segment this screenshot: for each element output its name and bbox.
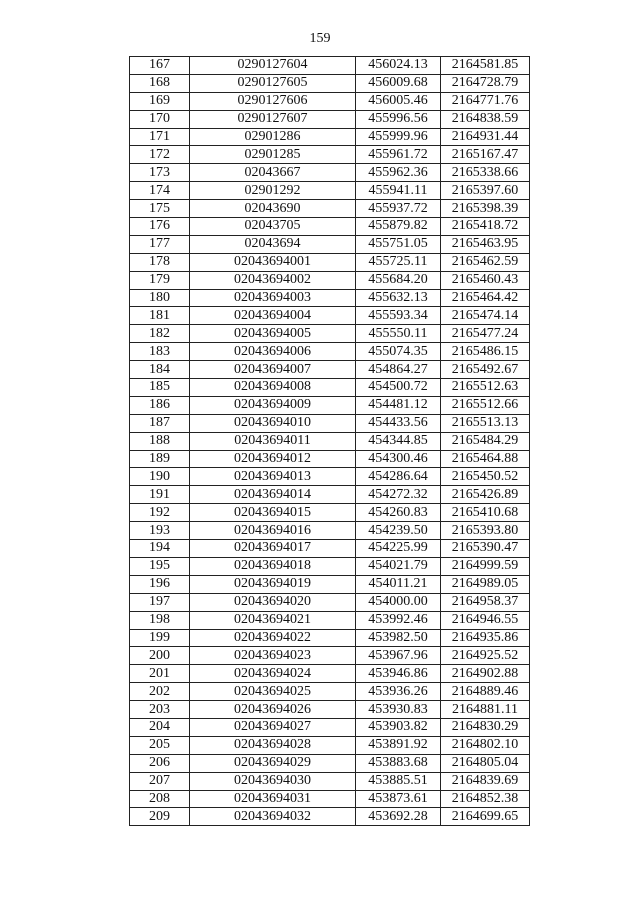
point-number-cell: 167 bbox=[130, 57, 190, 75]
x-coordinate-cell: 453885.51 bbox=[356, 772, 441, 790]
table-body bbox=[130, 57, 530, 826]
y-coordinate-cell: 2165398.39 bbox=[441, 200, 530, 218]
table-row bbox=[130, 218, 530, 236]
y-coordinate-cell: 2164830.29 bbox=[441, 718, 530, 736]
point-number-cell: 177 bbox=[130, 235, 190, 253]
y-coordinate-cell: 2165492.67 bbox=[441, 361, 530, 379]
point-code-cell: 02043694 bbox=[190, 235, 356, 253]
table-row bbox=[130, 128, 530, 146]
table-row bbox=[130, 629, 530, 647]
table-row bbox=[130, 522, 530, 540]
table-row bbox=[130, 468, 530, 486]
x-coordinate-cell: 454021.79 bbox=[356, 557, 441, 575]
x-coordinate-cell: 454011.21 bbox=[356, 575, 441, 593]
point-code-cell: 02043694009 bbox=[190, 396, 356, 414]
point-number-cell: 189 bbox=[130, 450, 190, 468]
x-coordinate-cell: 453883.68 bbox=[356, 754, 441, 772]
table-row bbox=[130, 540, 530, 558]
point-number-cell: 192 bbox=[130, 504, 190, 522]
table-row bbox=[130, 271, 530, 289]
table-row bbox=[130, 92, 530, 110]
point-number-cell: 176 bbox=[130, 218, 190, 236]
point-code-cell: 02043694018 bbox=[190, 557, 356, 575]
x-coordinate-cell: 455962.36 bbox=[356, 164, 441, 182]
point-code-cell: 02043694002 bbox=[190, 271, 356, 289]
table-row bbox=[130, 343, 530, 361]
point-code-cell: 02043694021 bbox=[190, 611, 356, 629]
point-code-cell: 02901286 bbox=[190, 128, 356, 146]
point-number-cell: 187 bbox=[130, 414, 190, 432]
point-number-cell: 207 bbox=[130, 772, 190, 790]
point-code-cell: 02043694025 bbox=[190, 683, 356, 701]
page-number: 159 bbox=[309, 31, 331, 46]
y-coordinate-cell: 2165462.59 bbox=[441, 253, 530, 271]
x-coordinate-cell: 456024.13 bbox=[356, 57, 441, 75]
point-number-cell: 194 bbox=[130, 540, 190, 558]
point-number-cell: 209 bbox=[130, 808, 190, 826]
point-number-cell: 182 bbox=[130, 325, 190, 343]
x-coordinate-cell: 454500.72 bbox=[356, 379, 441, 397]
point-number-cell: 195 bbox=[130, 557, 190, 575]
y-coordinate-cell: 2164902.88 bbox=[441, 665, 530, 683]
x-coordinate-cell: 454000.00 bbox=[356, 593, 441, 611]
point-code-cell: 02043694031 bbox=[190, 790, 356, 808]
x-coordinate-cell: 454300.46 bbox=[356, 450, 441, 468]
table-row bbox=[130, 557, 530, 575]
x-coordinate-cell: 453873.61 bbox=[356, 790, 441, 808]
x-coordinate-cell: 455879.82 bbox=[356, 218, 441, 236]
table-row bbox=[130, 575, 530, 593]
point-code-cell: 0290127604 bbox=[190, 57, 356, 75]
point-code-cell: 02043694026 bbox=[190, 701, 356, 719]
point-number-cell: 206 bbox=[130, 754, 190, 772]
y-coordinate-cell: 2164889.46 bbox=[441, 683, 530, 701]
table-row bbox=[130, 289, 530, 307]
y-coordinate-cell: 2165484.29 bbox=[441, 432, 530, 450]
y-coordinate-cell: 2165474.14 bbox=[441, 307, 530, 325]
point-number-cell: 193 bbox=[130, 522, 190, 540]
y-coordinate-cell: 2165463.95 bbox=[441, 235, 530, 253]
point-number-cell: 191 bbox=[130, 486, 190, 504]
point-code-cell: 02043694030 bbox=[190, 772, 356, 790]
y-coordinate-cell: 2165460.43 bbox=[441, 271, 530, 289]
y-coordinate-cell: 2165390.47 bbox=[441, 540, 530, 558]
point-number-cell: 169 bbox=[130, 92, 190, 110]
y-coordinate-cell: 2164931.44 bbox=[441, 128, 530, 146]
point-code-cell: 02043694032 bbox=[190, 808, 356, 826]
point-code-cell: 02043694004 bbox=[190, 307, 356, 325]
x-coordinate-cell: 456005.46 bbox=[356, 92, 441, 110]
x-coordinate-cell: 453903.82 bbox=[356, 718, 441, 736]
table-row bbox=[130, 182, 530, 200]
point-number-cell: 174 bbox=[130, 182, 190, 200]
table-row bbox=[130, 736, 530, 754]
point-code-cell: 02043667 bbox=[190, 164, 356, 182]
point-code-cell: 02043694010 bbox=[190, 414, 356, 432]
y-coordinate-cell: 2164958.37 bbox=[441, 593, 530, 611]
point-number-cell: 190 bbox=[130, 468, 190, 486]
x-coordinate-cell: 453967.96 bbox=[356, 647, 441, 665]
point-number-cell: 178 bbox=[130, 253, 190, 271]
table-row bbox=[130, 57, 530, 75]
point-code-cell: 02043694022 bbox=[190, 629, 356, 647]
y-coordinate-cell: 2164839.69 bbox=[441, 772, 530, 790]
y-coordinate-cell: 2165513.13 bbox=[441, 414, 530, 432]
point-code-cell: 02043694006 bbox=[190, 343, 356, 361]
x-coordinate-cell: 454433.56 bbox=[356, 414, 441, 432]
point-number-cell: 171 bbox=[130, 128, 190, 146]
y-coordinate-cell: 2164935.86 bbox=[441, 629, 530, 647]
point-code-cell: 02901292 bbox=[190, 182, 356, 200]
table-row bbox=[130, 486, 530, 504]
y-coordinate-cell: 2164728.79 bbox=[441, 74, 530, 92]
y-coordinate-cell: 2164989.05 bbox=[441, 575, 530, 593]
point-code-cell: 02043694016 bbox=[190, 522, 356, 540]
y-coordinate-cell: 2165167.47 bbox=[441, 146, 530, 164]
point-code-cell: 02043694020 bbox=[190, 593, 356, 611]
table-row bbox=[130, 146, 530, 164]
x-coordinate-cell: 455937.72 bbox=[356, 200, 441, 218]
point-number-cell: 185 bbox=[130, 379, 190, 397]
point-number-cell: 173 bbox=[130, 164, 190, 182]
table-row bbox=[130, 325, 530, 343]
point-code-cell: 02043694019 bbox=[190, 575, 356, 593]
y-coordinate-cell: 2165486.15 bbox=[441, 343, 530, 361]
x-coordinate-cell: 454225.99 bbox=[356, 540, 441, 558]
point-code-cell: 02043694013 bbox=[190, 468, 356, 486]
coordinates-table bbox=[129, 56, 530, 826]
table-row bbox=[130, 307, 530, 325]
table-row bbox=[130, 754, 530, 772]
x-coordinate-cell: 455632.13 bbox=[356, 289, 441, 307]
table-row bbox=[130, 593, 530, 611]
table-row bbox=[130, 611, 530, 629]
x-coordinate-cell: 455996.56 bbox=[356, 110, 441, 128]
y-coordinate-cell: 2165426.89 bbox=[441, 486, 530, 504]
point-number-cell: 184 bbox=[130, 361, 190, 379]
point-number-cell: 179 bbox=[130, 271, 190, 289]
y-coordinate-cell: 2164881.11 bbox=[441, 701, 530, 719]
table-row bbox=[130, 74, 530, 92]
table-row bbox=[130, 379, 530, 397]
point-code-cell: 02043694015 bbox=[190, 504, 356, 522]
point-number-cell: 183 bbox=[130, 343, 190, 361]
point-number-cell: 196 bbox=[130, 575, 190, 593]
table-row bbox=[130, 396, 530, 414]
point-number-cell: 202 bbox=[130, 683, 190, 701]
table-row bbox=[130, 683, 530, 701]
y-coordinate-cell: 2165393.80 bbox=[441, 522, 530, 540]
point-number-cell: 201 bbox=[130, 665, 190, 683]
x-coordinate-cell: 454260.83 bbox=[356, 504, 441, 522]
point-number-cell: 172 bbox=[130, 146, 190, 164]
point-code-cell: 02043694014 bbox=[190, 486, 356, 504]
point-code-cell: 02043694008 bbox=[190, 379, 356, 397]
x-coordinate-cell: 453692.28 bbox=[356, 808, 441, 826]
x-coordinate-cell: 455074.35 bbox=[356, 343, 441, 361]
y-coordinate-cell: 2165410.68 bbox=[441, 504, 530, 522]
table-row bbox=[130, 361, 530, 379]
point-code-cell: 02043694027 bbox=[190, 718, 356, 736]
point-number-cell: 175 bbox=[130, 200, 190, 218]
point-code-cell: 02043694007 bbox=[190, 361, 356, 379]
x-coordinate-cell: 453982.50 bbox=[356, 629, 441, 647]
x-coordinate-cell: 454481.12 bbox=[356, 396, 441, 414]
table-row bbox=[130, 110, 530, 128]
table-row bbox=[130, 504, 530, 522]
y-coordinate-cell: 2164802.10 bbox=[441, 736, 530, 754]
x-coordinate-cell: 455941.11 bbox=[356, 182, 441, 200]
point-number-cell: 188 bbox=[130, 432, 190, 450]
x-coordinate-cell: 453936.26 bbox=[356, 683, 441, 701]
point-number-cell: 200 bbox=[130, 647, 190, 665]
table-row bbox=[130, 450, 530, 468]
point-code-cell: 02043694001 bbox=[190, 253, 356, 271]
point-number-cell: 170 bbox=[130, 110, 190, 128]
y-coordinate-cell: 2164946.55 bbox=[441, 611, 530, 629]
point-code-cell: 02043694024 bbox=[190, 665, 356, 683]
table-row bbox=[130, 808, 530, 826]
point-number-cell: 199 bbox=[130, 629, 190, 647]
x-coordinate-cell: 453891.92 bbox=[356, 736, 441, 754]
x-coordinate-cell: 453992.46 bbox=[356, 611, 441, 629]
y-coordinate-cell: 2165338.66 bbox=[441, 164, 530, 182]
table-row bbox=[130, 235, 530, 253]
x-coordinate-cell: 455550.11 bbox=[356, 325, 441, 343]
table-row bbox=[130, 701, 530, 719]
table-row bbox=[130, 432, 530, 450]
x-coordinate-cell: 454864.27 bbox=[356, 361, 441, 379]
point-code-cell: 0290127605 bbox=[190, 74, 356, 92]
point-code-cell: 02901285 bbox=[190, 146, 356, 164]
point-code-cell: 02043694029 bbox=[190, 754, 356, 772]
point-number-cell: 180 bbox=[130, 289, 190, 307]
y-coordinate-cell: 2164699.65 bbox=[441, 808, 530, 826]
point-number-cell: 181 bbox=[130, 307, 190, 325]
y-coordinate-cell: 2164999.59 bbox=[441, 557, 530, 575]
x-coordinate-cell: 454272.32 bbox=[356, 486, 441, 504]
point-code-cell: 02043705 bbox=[190, 218, 356, 236]
x-coordinate-cell: 455961.72 bbox=[356, 146, 441, 164]
y-coordinate-cell: 2165464.42 bbox=[441, 289, 530, 307]
point-code-cell: 02043694028 bbox=[190, 736, 356, 754]
point-code-cell: 02043694017 bbox=[190, 540, 356, 558]
point-number-cell: 186 bbox=[130, 396, 190, 414]
table-row bbox=[130, 200, 530, 218]
table-row bbox=[130, 772, 530, 790]
y-coordinate-cell: 2165464.88 bbox=[441, 450, 530, 468]
point-code-cell: 02043694005 bbox=[190, 325, 356, 343]
y-coordinate-cell: 2164852.38 bbox=[441, 790, 530, 808]
x-coordinate-cell: 455684.20 bbox=[356, 271, 441, 289]
x-coordinate-cell: 455751.05 bbox=[356, 235, 441, 253]
y-coordinate-cell: 2165512.63 bbox=[441, 379, 530, 397]
x-coordinate-cell: 455593.34 bbox=[356, 307, 441, 325]
y-coordinate-cell: 2164771.76 bbox=[441, 92, 530, 110]
y-coordinate-cell: 2165477.24 bbox=[441, 325, 530, 343]
y-coordinate-cell: 2165418.72 bbox=[441, 218, 530, 236]
point-number-cell: 197 bbox=[130, 593, 190, 611]
point-code-cell: 02043694023 bbox=[190, 647, 356, 665]
x-coordinate-cell: 456009.68 bbox=[356, 74, 441, 92]
point-number-cell: 198 bbox=[130, 611, 190, 629]
y-coordinate-cell: 2164805.04 bbox=[441, 754, 530, 772]
point-code-cell: 02043694012 bbox=[190, 450, 356, 468]
point-code-cell: 02043694011 bbox=[190, 432, 356, 450]
table-row bbox=[130, 718, 530, 736]
point-number-cell: 203 bbox=[130, 701, 190, 719]
x-coordinate-cell: 453946.86 bbox=[356, 665, 441, 683]
table-row bbox=[130, 665, 530, 683]
table-row bbox=[130, 647, 530, 665]
table-row bbox=[130, 164, 530, 182]
x-coordinate-cell: 454344.85 bbox=[356, 432, 441, 450]
x-coordinate-cell: 454239.50 bbox=[356, 522, 441, 540]
table-row bbox=[130, 253, 530, 271]
x-coordinate-cell: 455725.11 bbox=[356, 253, 441, 271]
table-row bbox=[130, 790, 530, 808]
point-code-cell: 02043694003 bbox=[190, 289, 356, 307]
y-coordinate-cell: 2165512.66 bbox=[441, 396, 530, 414]
y-coordinate-cell: 2164838.59 bbox=[441, 110, 530, 128]
point-number-cell: 168 bbox=[130, 74, 190, 92]
y-coordinate-cell: 2165450.52 bbox=[441, 468, 530, 486]
y-coordinate-cell: 2164925.52 bbox=[441, 647, 530, 665]
y-coordinate-cell: 2164581.85 bbox=[441, 57, 530, 75]
point-code-cell: 0290127607 bbox=[190, 110, 356, 128]
point-number-cell: 204 bbox=[130, 718, 190, 736]
x-coordinate-cell: 455999.96 bbox=[356, 128, 441, 146]
point-code-cell: 0290127606 bbox=[190, 92, 356, 110]
point-number-cell: 205 bbox=[130, 736, 190, 754]
point-number-cell: 208 bbox=[130, 790, 190, 808]
y-coordinate-cell: 2165397.60 bbox=[441, 182, 530, 200]
table-row bbox=[130, 414, 530, 432]
x-coordinate-cell: 453930.83 bbox=[356, 701, 441, 719]
point-code-cell: 02043690 bbox=[190, 200, 356, 218]
x-coordinate-cell: 454286.64 bbox=[356, 468, 441, 486]
